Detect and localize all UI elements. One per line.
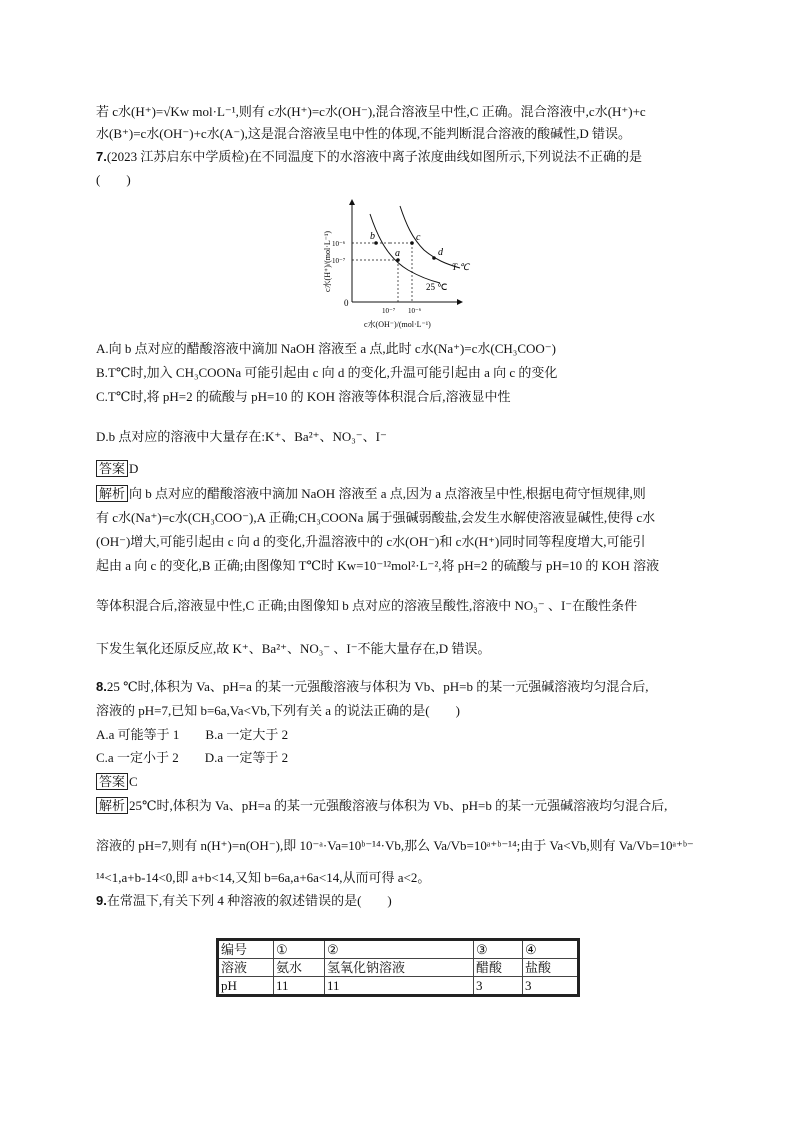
explanation-row xyxy=(96,797,667,815)
x-tick-1e-7: 10⁻⁷ xyxy=(382,307,396,315)
point-label-c: c xyxy=(416,232,421,243)
curve-25c xyxy=(370,214,440,283)
table-row xyxy=(218,940,579,959)
table-cell: ① xyxy=(274,940,325,959)
curve-label-t: T ℃ xyxy=(452,262,470,272)
answer-label: 答案 xyxy=(96,773,128,790)
question-9 xyxy=(96,892,392,910)
question-text: 在常温下,有关下列 4 种溶液的叙述错误的是( ) xyxy=(106,893,392,908)
x-tick-1e-6: 10⁻⁶ xyxy=(408,307,422,315)
text-line: 若 c水(H⁺)=√Kw mol·L⁻¹,则有 c水(H⁺)=c水(OH⁻),混合溶液呈中性,C 正确。混合溶液中,c水(H⁺)+c xyxy=(96,104,646,119)
explanation-text: 下发生氧化还原反应,故 K⁺、Ba²⁺、NO₃⁻ 、I⁻不能大量存在,D 错误。 xyxy=(96,641,491,656)
question-7 xyxy=(96,148,642,166)
explanation-text: (OH⁻)增大,可能引起由 c 向 d 的变化,升温溶液中的 c水(OH⁻)和 c水(H⁺)同时同等程度增大,可能引 xyxy=(96,534,646,549)
explanation-row xyxy=(96,485,646,503)
point-label-d: d xyxy=(438,247,443,258)
table-cell: 3 xyxy=(523,977,579,996)
x-axis-label: c水(OH⁻)/(mol·L⁻¹) xyxy=(364,320,431,329)
explanation-text: ¹⁴<1,a+b-14<0,即 a+b<14,又知 b=6a,a+6a<14,从而可得 a<2。 xyxy=(96,870,431,885)
answer-value: D xyxy=(129,461,139,476)
table-row xyxy=(218,977,579,996)
text-line: 水(B⁺)=c水(OH⁻)+c水(A⁻),这是混合溶液呈电中性的体现,不能判断混合溶液的酸碱性,D 错误。 xyxy=(96,126,631,141)
table-cell: 醋酸 xyxy=(474,959,523,977)
table-row xyxy=(218,959,579,977)
point-c xyxy=(410,241,414,245)
explanation-label: 解析 xyxy=(96,797,128,814)
table-cell: 氨水 xyxy=(274,959,325,977)
explanation-text: 等体积混合后,溶液显中性,C 正确;由图像知 b 点对应的溶液呈酸性,溶液中 NO₃⁻ 、I⁻在酸性条件 xyxy=(96,598,638,613)
curve-label-25: 25 ℃ xyxy=(426,282,448,292)
explanation-text: 25℃时,体积为 Va、pH=a 的某一元强酸溶液与体积为 Vb、pH=b 的某一元强碱溶液均匀混合后, xyxy=(129,798,668,813)
answer-row xyxy=(96,773,138,791)
table-cell: 编号 xyxy=(218,940,274,959)
y-tick-1e-7: 10⁻⁷ xyxy=(332,257,346,265)
question-number: 9. xyxy=(96,893,107,908)
table-cell: ③ xyxy=(474,940,523,959)
answer-label: 答案 xyxy=(96,460,128,477)
table-cell: 氢氧化钠溶液 xyxy=(325,959,474,977)
options-ab: A.a 可能等于 1 B.a 一定大于 2 xyxy=(96,727,289,742)
table-cell: ④ xyxy=(523,940,579,959)
answer-row xyxy=(96,460,138,478)
table-cell: 11 xyxy=(274,977,325,996)
option-a: A.向 b 点对应的醋酸溶液中滴加 NaOH 溶液至 a 点,此时 c水(Na⁺)=c水(CH₃COO⁻) xyxy=(96,341,556,356)
table-cell: ② xyxy=(325,940,474,959)
point-d xyxy=(432,256,436,260)
origin-label: 0 xyxy=(344,298,349,308)
question-paren: ( ) xyxy=(96,172,131,187)
y-tick-1e-6: 10⁻⁶ xyxy=(332,240,346,248)
explanation-text: 溶液的 pH=7,则有 n(H⁺)=n(OH⁻),即 10⁻ᵃ·Va=10ᵇ⁻¹⁴·Vb,那么 Va/Vb=10ᵃ⁺ᵇ⁻¹⁴;由于 Va<Vb,则有 Va/Vb=10ᵃ⁺ᵇ⁻ xyxy=(96,838,694,853)
point-label-a: a xyxy=(395,248,400,259)
question-number: 8. xyxy=(96,679,107,694)
table-cell: 11 xyxy=(325,977,474,996)
explanation-label: 解析 xyxy=(96,485,128,502)
explanation-text: 有 c水(Na⁺)=c水(CH₃COO⁻),A 正确;CH₃COONa 属于强碱弱酸盐,会发生水解使溶液显碱性,使得 c水 xyxy=(96,510,656,525)
explanation-text: 向 b 点对应的醋酸溶液中滴加 NaOH 溶液至 a 点,因为 a 点溶液呈中性,根据电荷守恒规律,则 xyxy=(129,486,646,501)
options-cd: C.a 一定小于 2 D.a 一定等于 2 xyxy=(96,750,289,765)
option-c: C.T℃时,将 pH=2 的硫酸与 pH=10 的 KOH 溶液等体积混合后,溶液显中性 xyxy=(96,389,511,404)
question-text: 溶液的 pH=7,已知 b=6a,Va<Vb,下列有关 a 的说法正确的是( ) xyxy=(96,703,460,718)
option-b: B.T℃时,加入 CH₃COONa 可能引起由 c 向 d 的变化,升温可能引起由 a 向 c 的变化 xyxy=(96,365,558,380)
solutions-table xyxy=(216,938,580,997)
option-d: D.b 点对应的溶液中大量存在:K⁺、Ba²⁺、NO₃⁻、I⁻ xyxy=(96,429,387,444)
question-8 xyxy=(96,678,648,696)
curve-t xyxy=(400,206,460,268)
table-cell: pH xyxy=(218,977,274,996)
question-text: (2023 江苏启东中学质检)在不同温度下的水溶液中离子浓度曲线如图所示,下列说法不正确的是 xyxy=(106,149,643,164)
point-label-b: b xyxy=(370,231,375,242)
explanation-text: 起由 a 向 c 的变化,B 正确;由图像知 T℃时 Kw=10⁻¹²mol²·L⁻²,将 pH=2 的硫酸与 pH=10 的 KOH 溶液 xyxy=(96,558,660,573)
table-cell: 盐酸 xyxy=(523,959,579,977)
table-cell: 溶液 xyxy=(218,959,274,977)
question-text: 25 ℃时,体积为 Va、pH=a 的某一元强酸溶液与体积为 Vb、pH=b 的某一元强碱溶液均匀混合后, xyxy=(106,679,649,694)
ion-concentration-graph xyxy=(312,192,502,332)
question-number: 7. xyxy=(96,149,107,164)
table-cell: 3 xyxy=(474,977,523,996)
answer-value: C xyxy=(129,774,138,789)
y-axis-label: c水(H⁺)/(mol·L⁻¹) xyxy=(323,230,332,292)
